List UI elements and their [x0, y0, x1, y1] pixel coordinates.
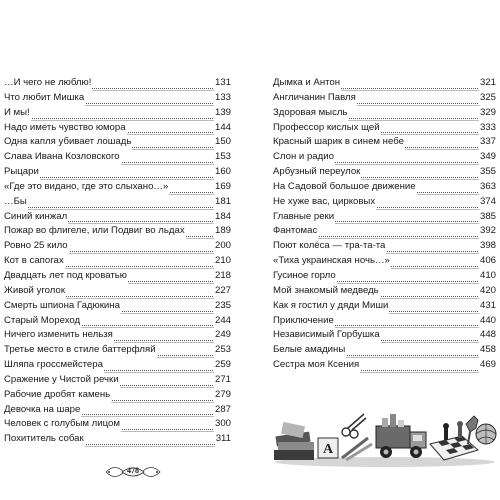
toc-entry-title: Главные реки	[273, 210, 335, 225]
toc-entry-page-number: 160	[214, 165, 231, 180]
toc-entry	[4, 195, 231, 210]
toc-entry-page-number: 218	[214, 269, 231, 284]
toc-entry	[4, 358, 231, 373]
toc-entry	[4, 180, 231, 195]
toc-entry-page-number: 133	[214, 91, 231, 106]
toc-entry-title: Слава Ивана Козловского	[4, 150, 121, 165]
toc-entry	[273, 358, 496, 373]
toc-entry-title: Что любит Мишка	[4, 91, 85, 106]
toc-entry	[4, 328, 231, 343]
toc-entry-title: Мой знакомый медведь	[273, 284, 380, 299]
toc-entry	[4, 135, 231, 150]
toc-entry-page-number: 139	[214, 106, 231, 121]
toy-horse-icon	[466, 416, 478, 444]
toc-entry-title: Синий кинжал	[4, 210, 68, 225]
toc-entry-page-number: 271	[214, 373, 231, 388]
toc-entry	[4, 314, 231, 329]
toc-entry	[273, 210, 496, 225]
toc-entry	[4, 106, 231, 121]
toc-entry-title: Арбузный переулок	[273, 165, 361, 180]
toc-entry-page-number: 349	[479, 150, 496, 165]
toc-entry-page-number: 363	[479, 180, 496, 195]
toc-entry	[273, 150, 496, 165]
toc-entry-title: Независимый Горбушка	[273, 328, 381, 343]
toc-entry-page-number: 410	[479, 269, 496, 284]
toc-entry-title: Дымка и Антон	[273, 76, 341, 91]
toc-entry-title: Слон и радио	[273, 150, 335, 165]
toc-entry	[273, 195, 496, 210]
toc-entry-page-number: 333	[479, 121, 496, 136]
page-folio	[104, 464, 162, 480]
toc-entry-title: На Садовой большое движение	[273, 180, 417, 195]
toc-entry-title: Поют колёса — тра-та-та	[273, 239, 386, 254]
toc-entry	[4, 239, 231, 254]
toc-entry-title: Белые амадины	[273, 343, 346, 358]
toc-entry-title: …И чего не люблю!	[4, 76, 92, 91]
toc-entry-page-number: 227	[214, 284, 231, 299]
toc-entry-page-number: 469	[479, 358, 496, 373]
toc-entry-page-number: 287	[214, 403, 231, 418]
toc-entry	[4, 343, 231, 358]
toc-entry-page-number: 392	[479, 224, 496, 239]
toc-entry-title: Здоровая мысль	[273, 106, 348, 121]
dot-leader	[4, 118, 231, 119]
toc-entry-page-number: 181	[214, 195, 231, 210]
toys-illustration	[272, 404, 498, 468]
toc-entry-page-number: 184	[214, 210, 231, 225]
toc-entry-title: Рабочие дробят камень	[4, 388, 111, 403]
toc-entry	[4, 91, 231, 106]
toc-entry-page-number: 385	[479, 210, 496, 225]
toc-entry	[273, 314, 496, 329]
toc-entry	[4, 403, 231, 418]
toc-entry-title: Девочка на шаре	[4, 403, 81, 418]
toc-entry	[4, 299, 231, 314]
toc-entry	[273, 106, 496, 121]
toc-entry	[4, 224, 231, 239]
toc-entry-page-number: 200	[214, 239, 231, 254]
toc-entry-page-number: 325	[479, 91, 496, 106]
toc-entry	[4, 432, 231, 447]
toc-entry-page-number: 189	[214, 224, 231, 239]
toc-entry-title: …Бы	[4, 195, 28, 210]
toc-entry	[273, 76, 496, 91]
toc-entry-title: Кот в сапогах	[4, 254, 65, 269]
toc-entry-page-number: 448	[479, 328, 496, 343]
toc-entry	[4, 269, 231, 284]
toc-entry-page-number: 244	[214, 314, 231, 329]
toc-entry	[4, 284, 231, 299]
toc-entry-page-number: 150	[214, 135, 231, 150]
toc-entry-title: Двадцать лет под кроватью	[4, 269, 128, 284]
toc-entry-page-number: 355	[479, 165, 496, 180]
toc-entry	[4, 165, 231, 180]
toc-entry-title: Пожар во флигеле, или Подвиг во льдах	[4, 224, 186, 239]
toc-entry-page-number: 279	[214, 388, 231, 403]
toc-entry	[4, 76, 231, 91]
toc-entry	[273, 254, 496, 269]
toc-entry	[273, 269, 496, 284]
toc-entry-title: Англичанин Павля	[273, 91, 357, 106]
toc-entry-page-number: 249	[214, 328, 231, 343]
toc-entry-title: Как я гостил у дяди Миши	[273, 299, 389, 314]
toc-entry-page-number: 235	[214, 299, 231, 314]
toc-entry-page-number: 300	[214, 417, 231, 432]
books-icon	[274, 422, 314, 460]
toc-entry-page-number: 440	[479, 314, 496, 329]
toy-truck-icon	[376, 414, 426, 458]
toc-entry-title: «Где это видано, где это слыхано…»	[4, 180, 169, 195]
toc-entry-page-number: 253	[214, 343, 231, 358]
toc-entry	[273, 121, 496, 136]
toc-entry-title: Фантомас	[273, 224, 318, 239]
toc-entry	[273, 165, 496, 180]
toc-entry	[4, 417, 231, 432]
scissors-icon	[342, 414, 366, 438]
toc-entry-title: Третье место в стиле баттерфляй	[4, 343, 157, 358]
toc-left-column	[4, 76, 231, 447]
toc-entry	[273, 135, 496, 150]
toc-entry-title: Смерть шпиона Гадюкина	[4, 299, 121, 314]
toc-entry	[4, 254, 231, 269]
toc-entry-page-number: 337	[479, 135, 496, 150]
toc-entry-title: Ровно 25 кило	[4, 239, 69, 254]
toc-entry	[4, 210, 231, 225]
toc-entry-title: «Тиха украинская ночь…»	[273, 254, 391, 269]
toc-entry	[273, 239, 496, 254]
toc-entry-page-number: 420	[479, 284, 496, 299]
toc-entry-page-number: 131	[214, 76, 231, 91]
toc-entry-title: Приключение	[273, 314, 335, 329]
toc-entry	[273, 91, 496, 106]
toc-entry-title: Старый Мореход	[4, 314, 81, 329]
toc-entry	[4, 373, 231, 388]
toc-entry-title: Рыцари	[4, 165, 40, 180]
toc-entry-page-number: 210	[214, 254, 231, 269]
toc-entry-page-number: 431	[479, 299, 496, 314]
toc-entry-title: Шляпа гроссмейстера	[4, 358, 104, 373]
toc-entry-title: Ничего изменить нельзя	[4, 328, 114, 343]
block-letter-a-icon	[318, 438, 338, 458]
toc-entry	[273, 284, 496, 299]
toc-entry	[273, 180, 496, 195]
toc-entry-page-number: 153	[214, 150, 231, 165]
toc-entry-page-number: 259	[214, 358, 231, 373]
toc-entry	[273, 343, 496, 358]
toc-entry-title: Гусиное горло	[273, 269, 337, 284]
folio-page-number: 478	[127, 466, 139, 475]
toc-entry-page-number: 311	[215, 432, 231, 447]
toc-entry-page-number: 406	[479, 254, 496, 269]
toc-entry-page-number: 329	[479, 106, 496, 121]
toc-entry-title: Одна капля убивает лошадь	[4, 135, 132, 150]
toc-entry	[4, 150, 231, 165]
toc-entry	[4, 121, 231, 136]
toc-entry-title: Сражение у Чистой речки	[4, 373, 120, 388]
toc-entry-page-number: 374	[479, 195, 496, 210]
toc-entry	[273, 224, 496, 239]
toc-entry	[4, 388, 231, 403]
svg-text:A: A	[322, 442, 334, 457]
toc-entry-title: Надо иметь чувство юмора	[4, 121, 127, 136]
toc-right-column	[273, 76, 496, 373]
toc-entry-title: Красный шарик в синем небе	[273, 135, 405, 150]
toc-entry-title: Похититель собак	[4, 432, 85, 447]
toc-entry-title: Живой уголок	[4, 284, 66, 299]
toc-entry-title: Человек с голубым лицом	[4, 417, 121, 432]
dot-leader	[4, 207, 231, 208]
toc-entry	[273, 328, 496, 343]
toc-entry	[273, 299, 496, 314]
toc-entry-title: Сестра моя Ксения	[273, 358, 360, 373]
toc-entry-title: Не хуже вас, цирковых	[273, 195, 376, 210]
toc-entry-page-number: 169	[214, 180, 231, 195]
toc-entry-page-number: 321	[479, 76, 496, 91]
toc-entry-page-number: 458	[479, 343, 496, 358]
toc-entry-title: И мы!	[4, 106, 31, 121]
toc-entry-page-number: 144	[214, 121, 231, 136]
toc-entry-page-number: 398	[479, 239, 496, 254]
ball-icon	[476, 424, 496, 444]
toc-entry-title: Профессор кислых щей	[273, 121, 381, 136]
